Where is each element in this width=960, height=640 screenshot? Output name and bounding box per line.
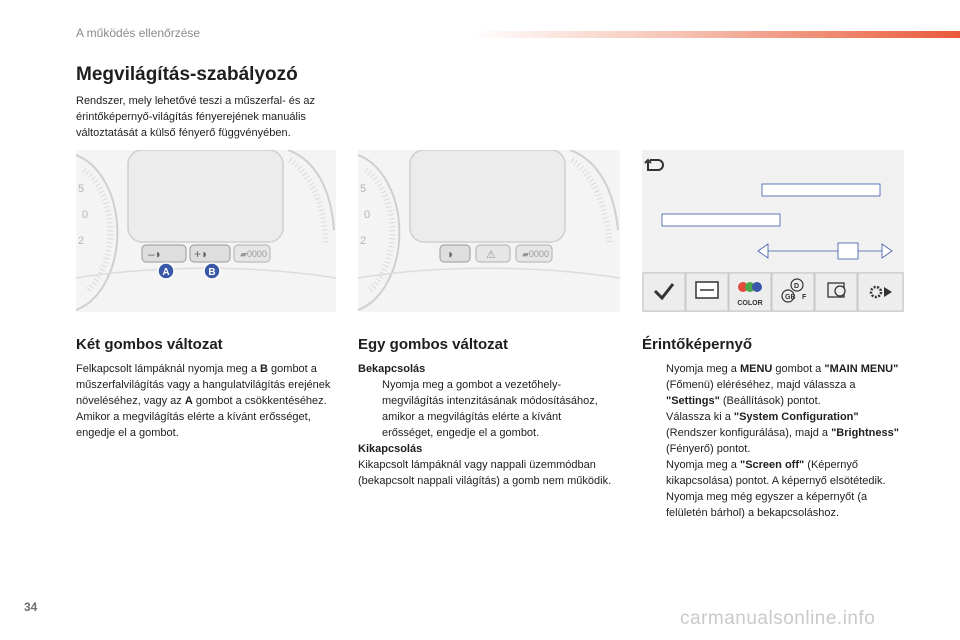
list-item [642, 361, 907, 409]
svg-text:⚠: ⚠ [486, 249, 496, 261]
touchscreen-illustration [642, 150, 904, 312]
dashboard-one-button-figure [358, 150, 620, 312]
text-fragment: Nyomja meg a [666, 459, 740, 471]
header-gradient-bar [470, 31, 960, 38]
svg-text:D: D [794, 283, 800, 290]
menu-ref: MENU [739, 363, 773, 375]
text-fragment: (Főmenü) eléréséhez, majd válassza a [666, 379, 856, 391]
dashboard-one-button-illustration [358, 150, 620, 312]
text-fragment: Felkapcsolt lámpáknál nyomja meg a [76, 363, 261, 375]
one-button-heading: Egy gombos változat [358, 336, 509, 353]
touchscreen-section [642, 361, 907, 521]
button-b-ref: B [260, 363, 268, 375]
button-a-label: A [162, 267, 170, 278]
button-b-label: B [208, 267, 216, 278]
svg-text:2: 2 [78, 235, 85, 247]
settings-ref: "Settings" [666, 395, 720, 407]
switch-on-heading: Bekapcsolás [358, 363, 426, 375]
text-fragment: gombot a [772, 363, 825, 375]
watermark: carmanualsonline.info [680, 608, 876, 629]
button-a-ref: A [184, 395, 193, 407]
switch-off-heading: Kikapcsolás [358, 443, 423, 455]
text-fragment: Nyomja meg még egyszer a képernyőt (a felületén bárhol) a bekapcsoláshoz. [666, 491, 868, 519]
two-button-paragraph [76, 361, 331, 409]
one-button-section [358, 361, 613, 489]
dashboard-two-button-figure [76, 150, 336, 312]
intro-paragraph: Rendszer, mely lehetővé teszi a műszerfal- és az érintőképernyő-világítás fényerejének manuális változtatását a külső fényerő függvényében. [76, 95, 316, 139]
two-button-heading: Két gombos változat [76, 336, 223, 353]
svg-text:5: 5 [78, 183, 85, 195]
svg-text:5: 5 [360, 183, 367, 195]
svg-text:–◗: –◗ [148, 247, 162, 261]
svg-text:+◗: +◗ [194, 247, 209, 261]
system-configuration-ref: "System Configuration" [733, 411, 859, 423]
list-item [358, 377, 613, 409]
svg-text:▰0000: ▰0000 [522, 249, 549, 259]
text-fragment: Nyomja meg a [666, 363, 740, 375]
screen-off-ref: "Screen off" [739, 459, 805, 471]
dashboard-two-button-illustration [76, 150, 336, 312]
page-number: 34 [24, 600, 38, 614]
text-fragment: gombot a csökkentéséhez. [192, 395, 327, 407]
touchscreen-figure [642, 150, 904, 312]
touchscreen-heading: Érintőképernyő [642, 336, 753, 353]
svg-text:0: 0 [364, 209, 371, 221]
two-button-release-text: Amikor a megvilágítás elérte a kívánt erősséget, engedje el a gombot. [76, 411, 311, 439]
list-item [642, 457, 907, 521]
svg-text:0: 0 [82, 209, 89, 221]
svg-text:◗: ◗ [447, 247, 455, 261]
two-button-section [76, 361, 331, 441]
switch-off-text: Kikapcsolt lámpáknál vagy nappali üzemmódban (bekapcsolt nappali világítás) a gomb nem működik. [358, 459, 612, 487]
brightness-ref: "Brightness" [831, 427, 899, 439]
text-fragment: (Képernyő kikapcsolása) pontot. A képernyő elsötétedik. [666, 459, 886, 487]
text-fragment: (Beállítások) pontot. [719, 395, 821, 407]
text-fragment: Válassza ki a [666, 411, 734, 423]
text-fragment: (Fényerő) pontot. [666, 443, 751, 455]
svg-text:F: F [802, 294, 807, 301]
svg-text:▰0000: ▰0000 [240, 249, 267, 259]
color-button-label: COLOR [737, 300, 763, 307]
list-item-text: Nyomja meg a gombot a vezetőhely-megvilágítás intenzitásának módosításához, [382, 379, 598, 407]
svg-text:2: 2 [360, 235, 367, 247]
list-item [358, 409, 613, 441]
main-menu-ref: "MAIN MENU" [824, 363, 899, 375]
text-fragment: gombot a műszerfalvilágítás vagy a hangulatvilágítás erejének növeléséhez, vagy az [76, 363, 331, 407]
section-header: A működés ellenőrzése [76, 26, 201, 40]
list-item-text: amikor a megvilágítás elérte a kívánt erősséget, engedje el a gombot. [382, 411, 562, 439]
text-fragment: (Rendszer konfigurálása), majd a [666, 427, 832, 439]
page-title: Megvilágítás-szabályozó [76, 64, 298, 85]
svg-text:GB: GB [785, 294, 796, 301]
list-item [642, 409, 907, 457]
